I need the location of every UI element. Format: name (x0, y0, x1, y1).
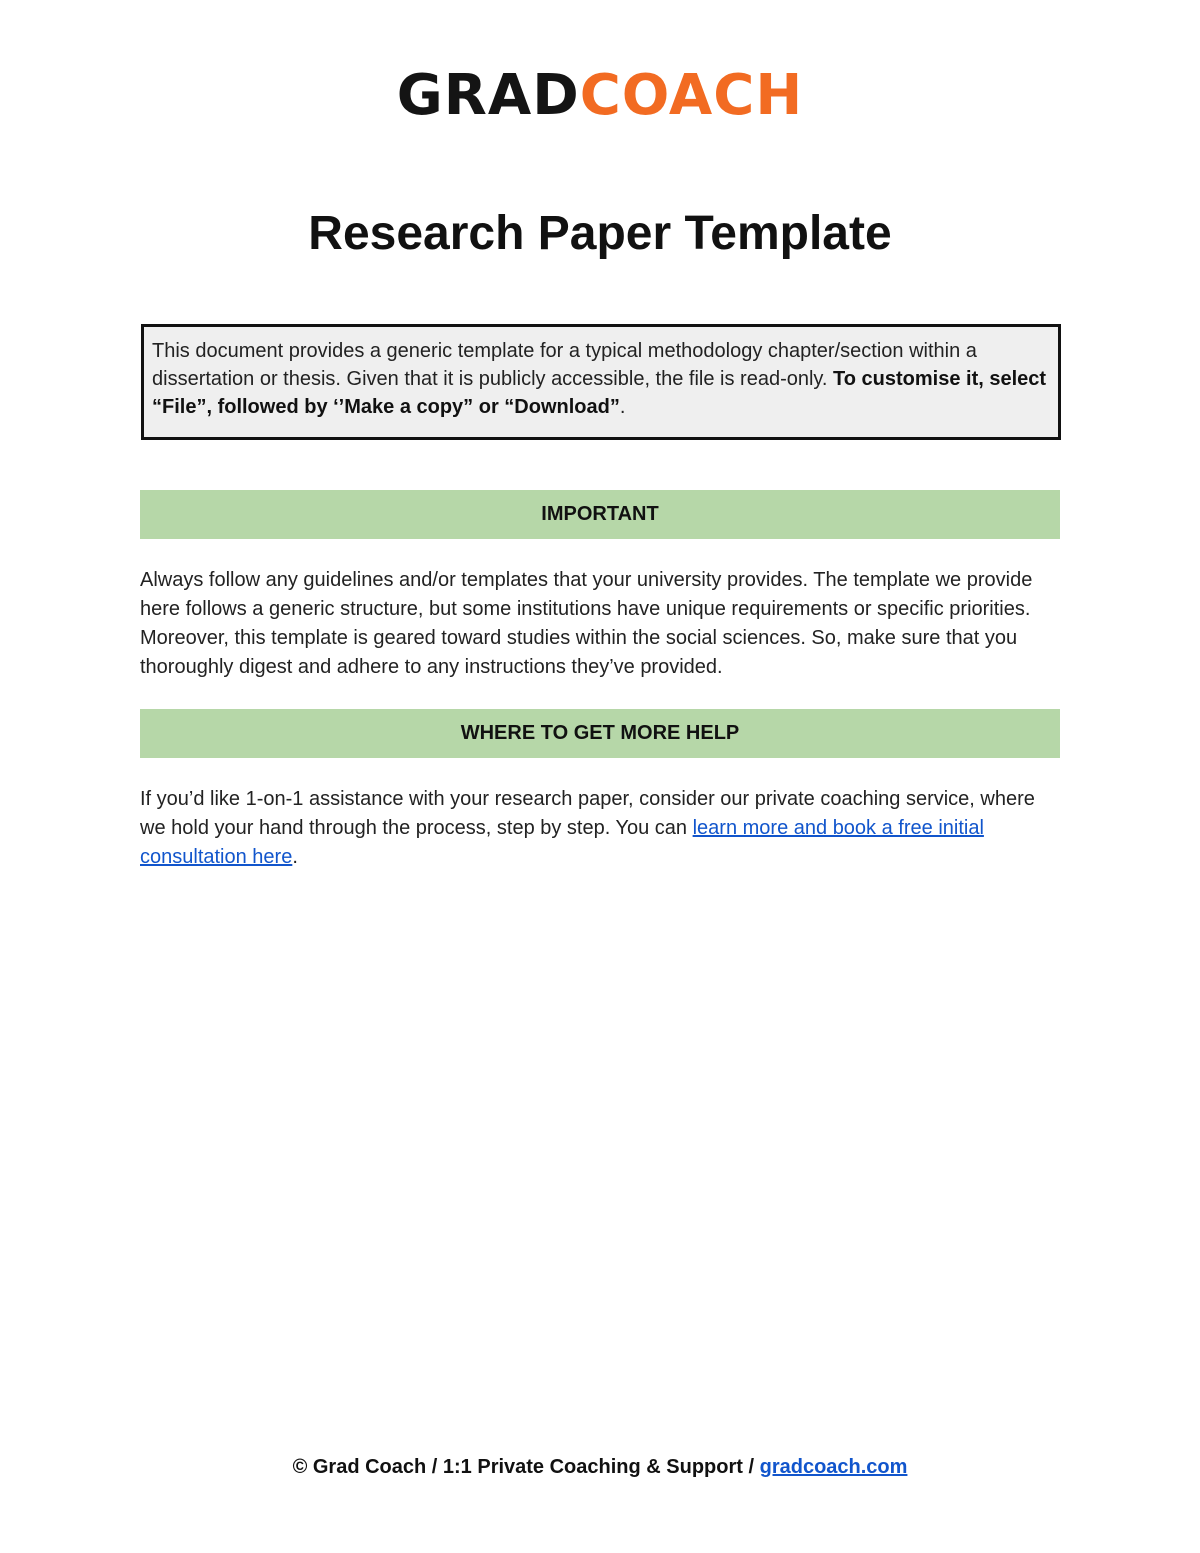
gradcoach-website-link[interactable]: gradcoach.com (759, 1456, 908, 1478)
page-title: Research Paper Template (308, 207, 892, 260)
logo-coach-text: COACH (579, 63, 804, 128)
help-heading: WHERE TO GET MORE HELP (140, 709, 1060, 758)
logo-grad-text: GRAD (396, 63, 580, 128)
footer-text: © Grad Coach / 1:1 Private Coaching & Support / (292, 1456, 760, 1478)
important-paragraph: Always follow any guidelines and/or templates that your university provides. The template we provide here follows a generic structure, but some institutions have unique requirements or specific priorities. Moreover, this template is geared toward studies within the social sciences. So, make sure that you thoroughly digest and adhere to any instructions they’ve provided. (140, 569, 1033, 678)
important-heading: IMPORTANT (140, 490, 1060, 539)
gradcoach-logo (0, 63, 1200, 128)
footer (0, 1453, 1200, 1481)
help-end: . (292, 846, 298, 868)
consultation-link[interactable]: learn more and book a free initial consultation here (140, 817, 984, 868)
notice-text: This document provides a generic template for a typical methodology chapter/section within a dissertation or thesis. Given that it is publicly accessible, the file is read-only. (152, 340, 977, 390)
notice-end: . (619, 396, 626, 418)
help-paragraph (140, 785, 1065, 872)
notice-bold-instruction: To customise it, select “File”, followed by ‘’Make a copy” or “Download” (152, 368, 1047, 418)
notice-box (141, 324, 1061, 440)
help-text: If you’d like 1-on-1 assistance with your research paper, consider our private coaching service, where we hold your hand through the process, step by step. You can (140, 788, 1035, 839)
